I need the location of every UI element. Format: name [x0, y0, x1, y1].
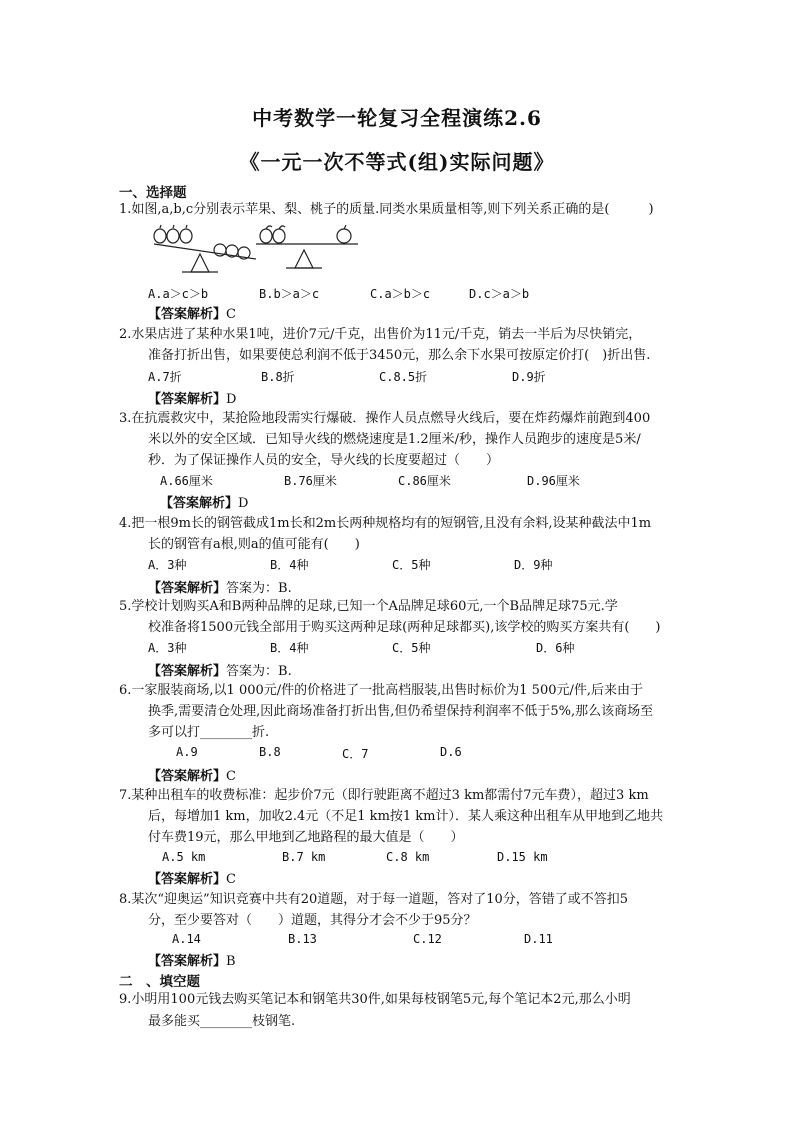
answer-label: 【答案解析】 — [148, 872, 227, 887]
question-8-option-c: C.12 — [413, 932, 442, 946]
question-4-answer — [148, 577, 292, 596]
question-1-option-c: C.a＞b＞c — [370, 287, 431, 301]
question-2-option-b: B.8折 — [261, 370, 295, 384]
answer-value: C — [226, 872, 236, 887]
question-8-option-d: D.11 — [524, 932, 553, 946]
answer-label: 【答案解析】 — [148, 954, 227, 969]
question-1-line-1: 1.如图,a,b,c分别表示苹果、梨、桃子的质量.同类水果质量相等,则下列关系正确的是( ) — [119, 202, 654, 217]
question-3-option-d: D.96厘米 — [527, 474, 580, 488]
question-3-option-a: A.66厘米 — [160, 474, 213, 488]
question-6-option-b: B.8 — [259, 745, 281, 759]
question-7-line-1: 7.某种出租车的收费标准：起步价7元（即行驶距离不超过3 km都需付7元车费），超过3 km — [119, 788, 649, 803]
question-2-line-2: 准备打折出售，如果要使总利润不低于3450元，那么余下水果可按原定价打( )折出售. — [148, 348, 651, 363]
question-5-option-b: B．4种 — [270, 641, 309, 655]
question-6-line-3: 多可以打________折. — [148, 725, 270, 740]
answer-value: C — [226, 769, 236, 784]
question-3-line-2: 米以外的安全区域．已知导火线的燃烧速度是1.2厘米/秒，操作人员跑步的速度是5米/ — [148, 432, 641, 447]
question-2-option-a: A.7折 — [148, 370, 182, 384]
question-6-line-2: 换季,需要清仓处理,因此商场准备打折出售,但仍希望保持利润率不低于5%,那么该商场至 — [148, 704, 654, 719]
question-1-option-b: B.b＞a＞c — [259, 287, 320, 301]
question-7-option-b: B.7 km — [282, 850, 326, 864]
question-8-option-a: A.14 — [172, 932, 201, 946]
question-2-option-d: D.9折 — [512, 370, 546, 384]
question-7-answer — [148, 868, 236, 887]
question-4-line-1: 4.把一根9m长的钢管截成1m长和2m长两种规格均有的短钢管,且没有余料,设某种截法中1m — [119, 516, 652, 531]
question-8-line-2: 分，至少要答对（ ）道题，其得分才会不少于95分？ — [148, 913, 477, 928]
question-2-line-1: 2.水果店进了某种水果1吨，进价7元/千克，出售价为11元/千克，销去一半后为尽快销完， — [119, 327, 642, 342]
question-3-line-1: 3.在抗震救灾中，某抢险地段需实行爆破．操作人员点燃导火线后，要在炸药爆炸前跑到400 — [119, 411, 651, 426]
answer-label: 【答案解析】 — [148, 307, 227, 322]
question-3-option-c: C.86厘米 — [398, 474, 451, 488]
question-6-option-a: A.9 — [176, 745, 198, 759]
question-4-option-a: A．3种 — [148, 558, 187, 572]
answer-label: 【答案解析】 — [148, 664, 227, 679]
question-9-line-1: 9.小明用100元钱去购买笔记本和钢笔共30件,如果每枝钢笔5元,每个笔记本2元,那么小明 — [119, 992, 631, 1007]
answer-value: 答案为：B. — [226, 664, 292, 679]
question-3-option-b: B.76厘米 — [284, 474, 337, 488]
question-8-line-1: 8.某次“迎奥运”知识竞赛中共有20道题，对于每一道题，答对了10分，答错了或不答扣5 — [119, 892, 629, 907]
question-5-line-1: 5.学校计划购买A和B两种品牌的足球,已知一个A品牌足球60元,一个B品牌足球75元.学 — [119, 599, 618, 614]
page-subtitle: 《一元一次不等式(组)实际问题》 — [239, 150, 555, 174]
question-2-option-c: C.8.5折 — [379, 370, 428, 384]
question-8-option-b: B.13 — [288, 932, 317, 946]
question-5-line-2: 校准备将1500元钱全部用于购买这两种足球(两种足球都买),该学校的购买方案共有( ) — [148, 620, 661, 635]
question-4-option-d: D．9种 — [514, 558, 553, 572]
question-1-answer — [148, 303, 236, 322]
question-7-option-d: D.15 km — [497, 850, 548, 864]
answer-value: 答案为：B. — [226, 581, 292, 596]
question-6-option-d: D.6 — [440, 745, 462, 759]
question-9-line-2: 最多能买________枝钢笔. — [148, 1014, 296, 1029]
question-5-answer — [148, 660, 292, 679]
question-6-option-c: C．7 — [342, 747, 369, 761]
balance-scale-figure — [148, 224, 360, 276]
question-7-line-3: 付车费19元，那么甲地到乙地路程的最大值是（ ） — [148, 830, 464, 845]
section-heading-fill: 二 、填空题 — [119, 974, 200, 990]
question-4-line-2: 长的钢管有a根,则a的值可能有( ) — [148, 537, 360, 552]
question-2-answer — [148, 388, 236, 407]
question-4-option-c: C．5种 — [392, 558, 431, 572]
answer-value: D — [238, 496, 249, 511]
question-1-option-a: A.a＞c＞b — [148, 287, 209, 301]
question-4-option-b: B．4种 — [270, 558, 309, 572]
question-7-option-c: C.8 km — [386, 850, 430, 864]
question-6-line-1: 6.一家服装商场,以1 000元/件的价格进了一批高档服装,出售时标价为1 500元/件,后来由于 — [119, 683, 643, 698]
answer-label: 【答案解析】 — [160, 496, 239, 511]
question-5-option-a: A．3种 — [148, 641, 187, 655]
question-7-line-2: 后，每增加1 km，加收2.4元（不足1 km按1 km计）．某人乘这种出租车从甲地到乙地共 — [148, 809, 663, 824]
question-5-option-c: C．5种 — [392, 641, 431, 655]
page-title: 中考数学一轮复习全程演练2.6 — [252, 106, 542, 130]
answer-label: 【答案解析】 — [148, 581, 227, 596]
question-6-answer — [148, 765, 236, 784]
question-7-option-a: A.5 km — [162, 850, 206, 864]
answer-value: D — [226, 392, 237, 407]
answer-value: B — [226, 954, 236, 969]
answer-value: C — [226, 307, 236, 322]
question-8-answer — [148, 950, 236, 969]
answer-label: 【答案解析】 — [148, 392, 227, 407]
section-heading-choice: 一、选择题 — [119, 185, 187, 201]
answer-label: 【答案解析】 — [148, 769, 227, 784]
question-5-option-d: D．6种 — [536, 641, 575, 655]
question-3-line-3: 秒．为了保证操作人员的安全，导火线的长度要超过（ ） — [148, 453, 500, 468]
question-3-answer — [160, 492, 248, 511]
question-1-option-d: D.c＞a＞b — [469, 287, 530, 301]
